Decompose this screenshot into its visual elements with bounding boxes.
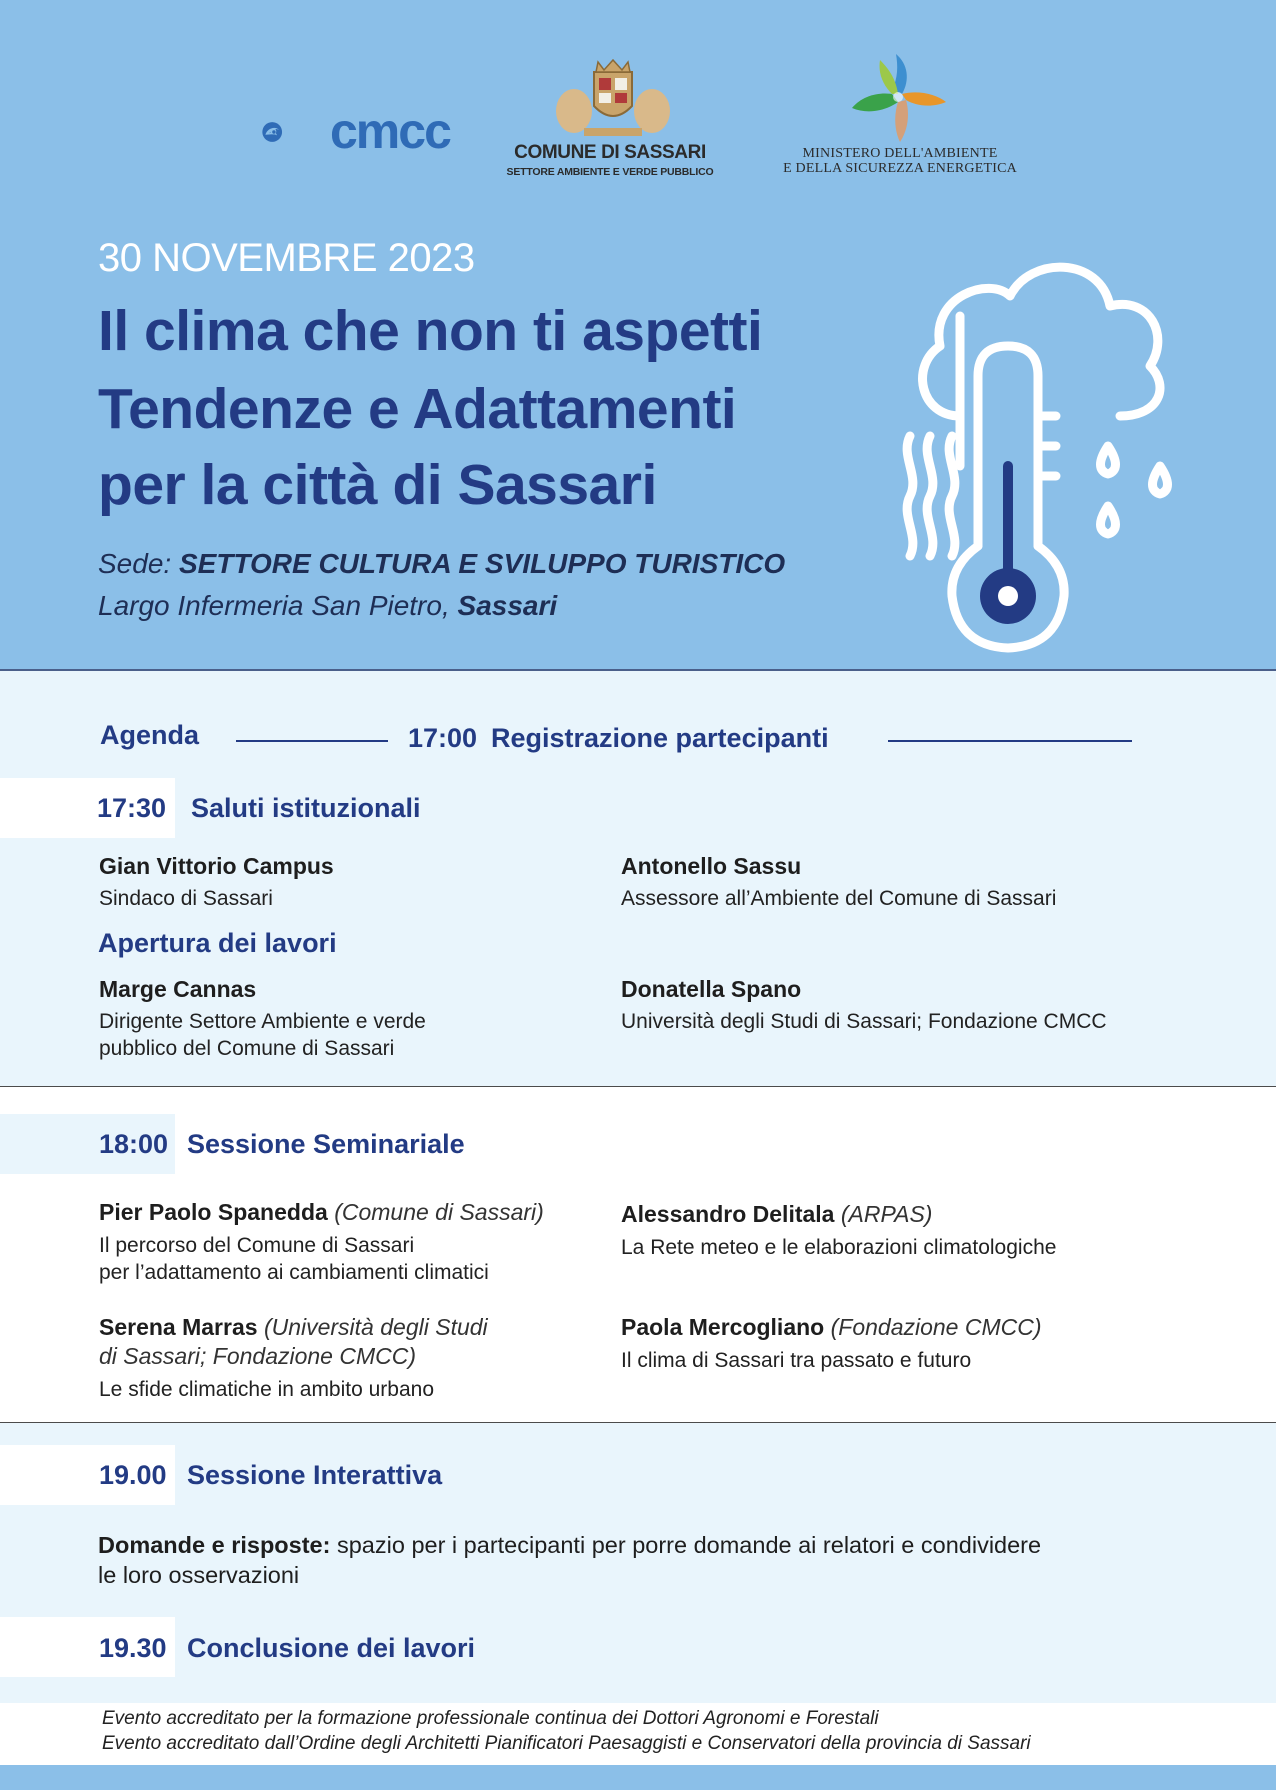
accreditation-note-2: Evento accreditato dall’Ordine degli Architetti Pianificatori Paesaggisti e Conservatori della provincia di Sassari — [102, 1733, 1031, 1754]
speaker-role: Assessore all’Ambiente del Comune di Sassari — [621, 887, 1057, 910]
qa-description — [98, 1530, 1118, 1590]
agenda-label: Agenda — [100, 720, 200, 750]
seminariale-title: Sessione Seminariale — [187, 1129, 465, 1159]
talk-speaker-org-line2: di Sassari; Fondazione CMCC) — [99, 1343, 417, 1369]
interattiva-title: Sessione Interattiva — [187, 1460, 443, 1490]
ministry-star-icon — [848, 50, 948, 144]
event-title-line2: Tendenze e Adattamenti — [98, 377, 737, 441]
venue-place: SETTORE CULTURA E SVILUPPO TURISTICO — [178, 548, 786, 579]
qa-label: Domande e risposte: — [98, 1532, 331, 1558]
thermometer-cloud-icon — [870, 256, 1180, 656]
talk-speaker-org-line1: (Università degli Studi — [263, 1314, 488, 1340]
talk-speaker — [99, 1314, 488, 1341]
qa-text-line1: spazio per i partecipanti per porre domande ai relatori e condividere — [330, 1532, 1042, 1558]
speaker-name: Marge Cannas — [99, 976, 257, 1002]
saluti-time: 17:30 — [97, 793, 167, 823]
event-date: 30 NOVEMBRE 2023 — [98, 236, 475, 280]
accreditation-note-1: Evento accreditato per la formazione professionale continua dei Dottori Agronomi e Forestali — [102, 1708, 879, 1729]
talk-topic-line1: Il percorso del Comune di Sassari — [99, 1234, 415, 1257]
agenda-rule-left — [236, 740, 388, 742]
cmcc-wave-icon — [262, 100, 330, 164]
speaker-role: Università degli Studi di Sassari; Fondazione CMCC — [621, 1010, 1107, 1033]
talk-speaker-org: (ARPAS) — [840, 1201, 933, 1227]
talk-topic: La Rete meteo e le elaborazioni climatologiche — [621, 1236, 1057, 1259]
qa-text-line2: le loro osservazioni — [98, 1562, 300, 1588]
talk-speaker — [621, 1201, 932, 1228]
talk-speaker-org-cont — [99, 1343, 416, 1370]
sassari-crest-icon — [554, 56, 672, 138]
comune-subtitle: SETTORE AMBIENTE E VERDE PUBBLICO — [506, 166, 714, 178]
talk-speaker-org: (Comune di Sassari) — [334, 1199, 544, 1225]
talk-speaker-name: Pier Paolo Spanedda — [99, 1199, 328, 1225]
talk-speaker-name: Serena Marras — [99, 1314, 258, 1340]
comune-name: COMUNE DI SASSARI — [514, 142, 706, 163]
venue-line — [98, 548, 785, 580]
speaker-role-line1: Dirigente Settore Ambiente e verde — [99, 1010, 426, 1033]
registration-time: 17:00 — [408, 723, 478, 753]
interattiva-time: 19.00 — [99, 1460, 167, 1490]
talk-speaker-org: (Fondazione CMCC) — [830, 1314, 1042, 1340]
venue-address: Largo Infermeria San Pietro, — [98, 590, 458, 621]
ministry-name-line1: MINISTERO DELL'AMBIENTE — [802, 146, 998, 161]
cmcc-logo-text: cmcc — [330, 103, 450, 159]
talk-speaker — [99, 1199, 544, 1226]
agenda-rule-right — [888, 740, 1132, 742]
talk-topic: Le sfide climatiche in ambito urbano — [99, 1378, 435, 1401]
talk-speaker-name: Alessandro Delitala — [621, 1201, 835, 1227]
bottom-bar — [0, 1765, 1276, 1790]
registration-title: Registrazione partecipanti — [491, 723, 829, 753]
talk-topic: Il clima di Sassari tra passato e futuro — [621, 1349, 972, 1372]
seminariale-time: 18:00 — [99, 1129, 169, 1159]
speaker-name: Donatella Spano — [621, 976, 802, 1002]
talk-topic-line2: per l’adattamento ai cambiamenti climatici — [99, 1261, 489, 1284]
talk-speaker — [621, 1314, 1042, 1341]
address-line — [98, 590, 557, 622]
speaker-name: Gian Vittorio Campus — [99, 853, 334, 879]
conclusione-time: 19.30 — [99, 1633, 167, 1663]
speaker-name: Antonello Sassu — [621, 853, 802, 879]
ministry-name-line2: E DELLA SICUREZZA ENERGETICA — [783, 161, 1017, 176]
event-title-line3: per la città di Sassari — [98, 453, 657, 517]
event-title-line1: Il clima che non ti aspetti — [98, 299, 763, 363]
apertura-title: Apertura dei lavori — [98, 928, 337, 958]
speaker-role-line2: pubblico del Comune di Sassari — [99, 1037, 395, 1060]
speaker-role: Sindaco di Sassari — [99, 887, 273, 910]
venue-label: Sede: — [98, 548, 179, 579]
saluti-title: Saluti istituzionali — [191, 793, 421, 823]
venue-city: Sassari — [457, 590, 558, 621]
talk-speaker-name: Paola Mercogliano — [621, 1314, 825, 1340]
conclusione-title: Conclusione dei lavori — [187, 1633, 476, 1663]
